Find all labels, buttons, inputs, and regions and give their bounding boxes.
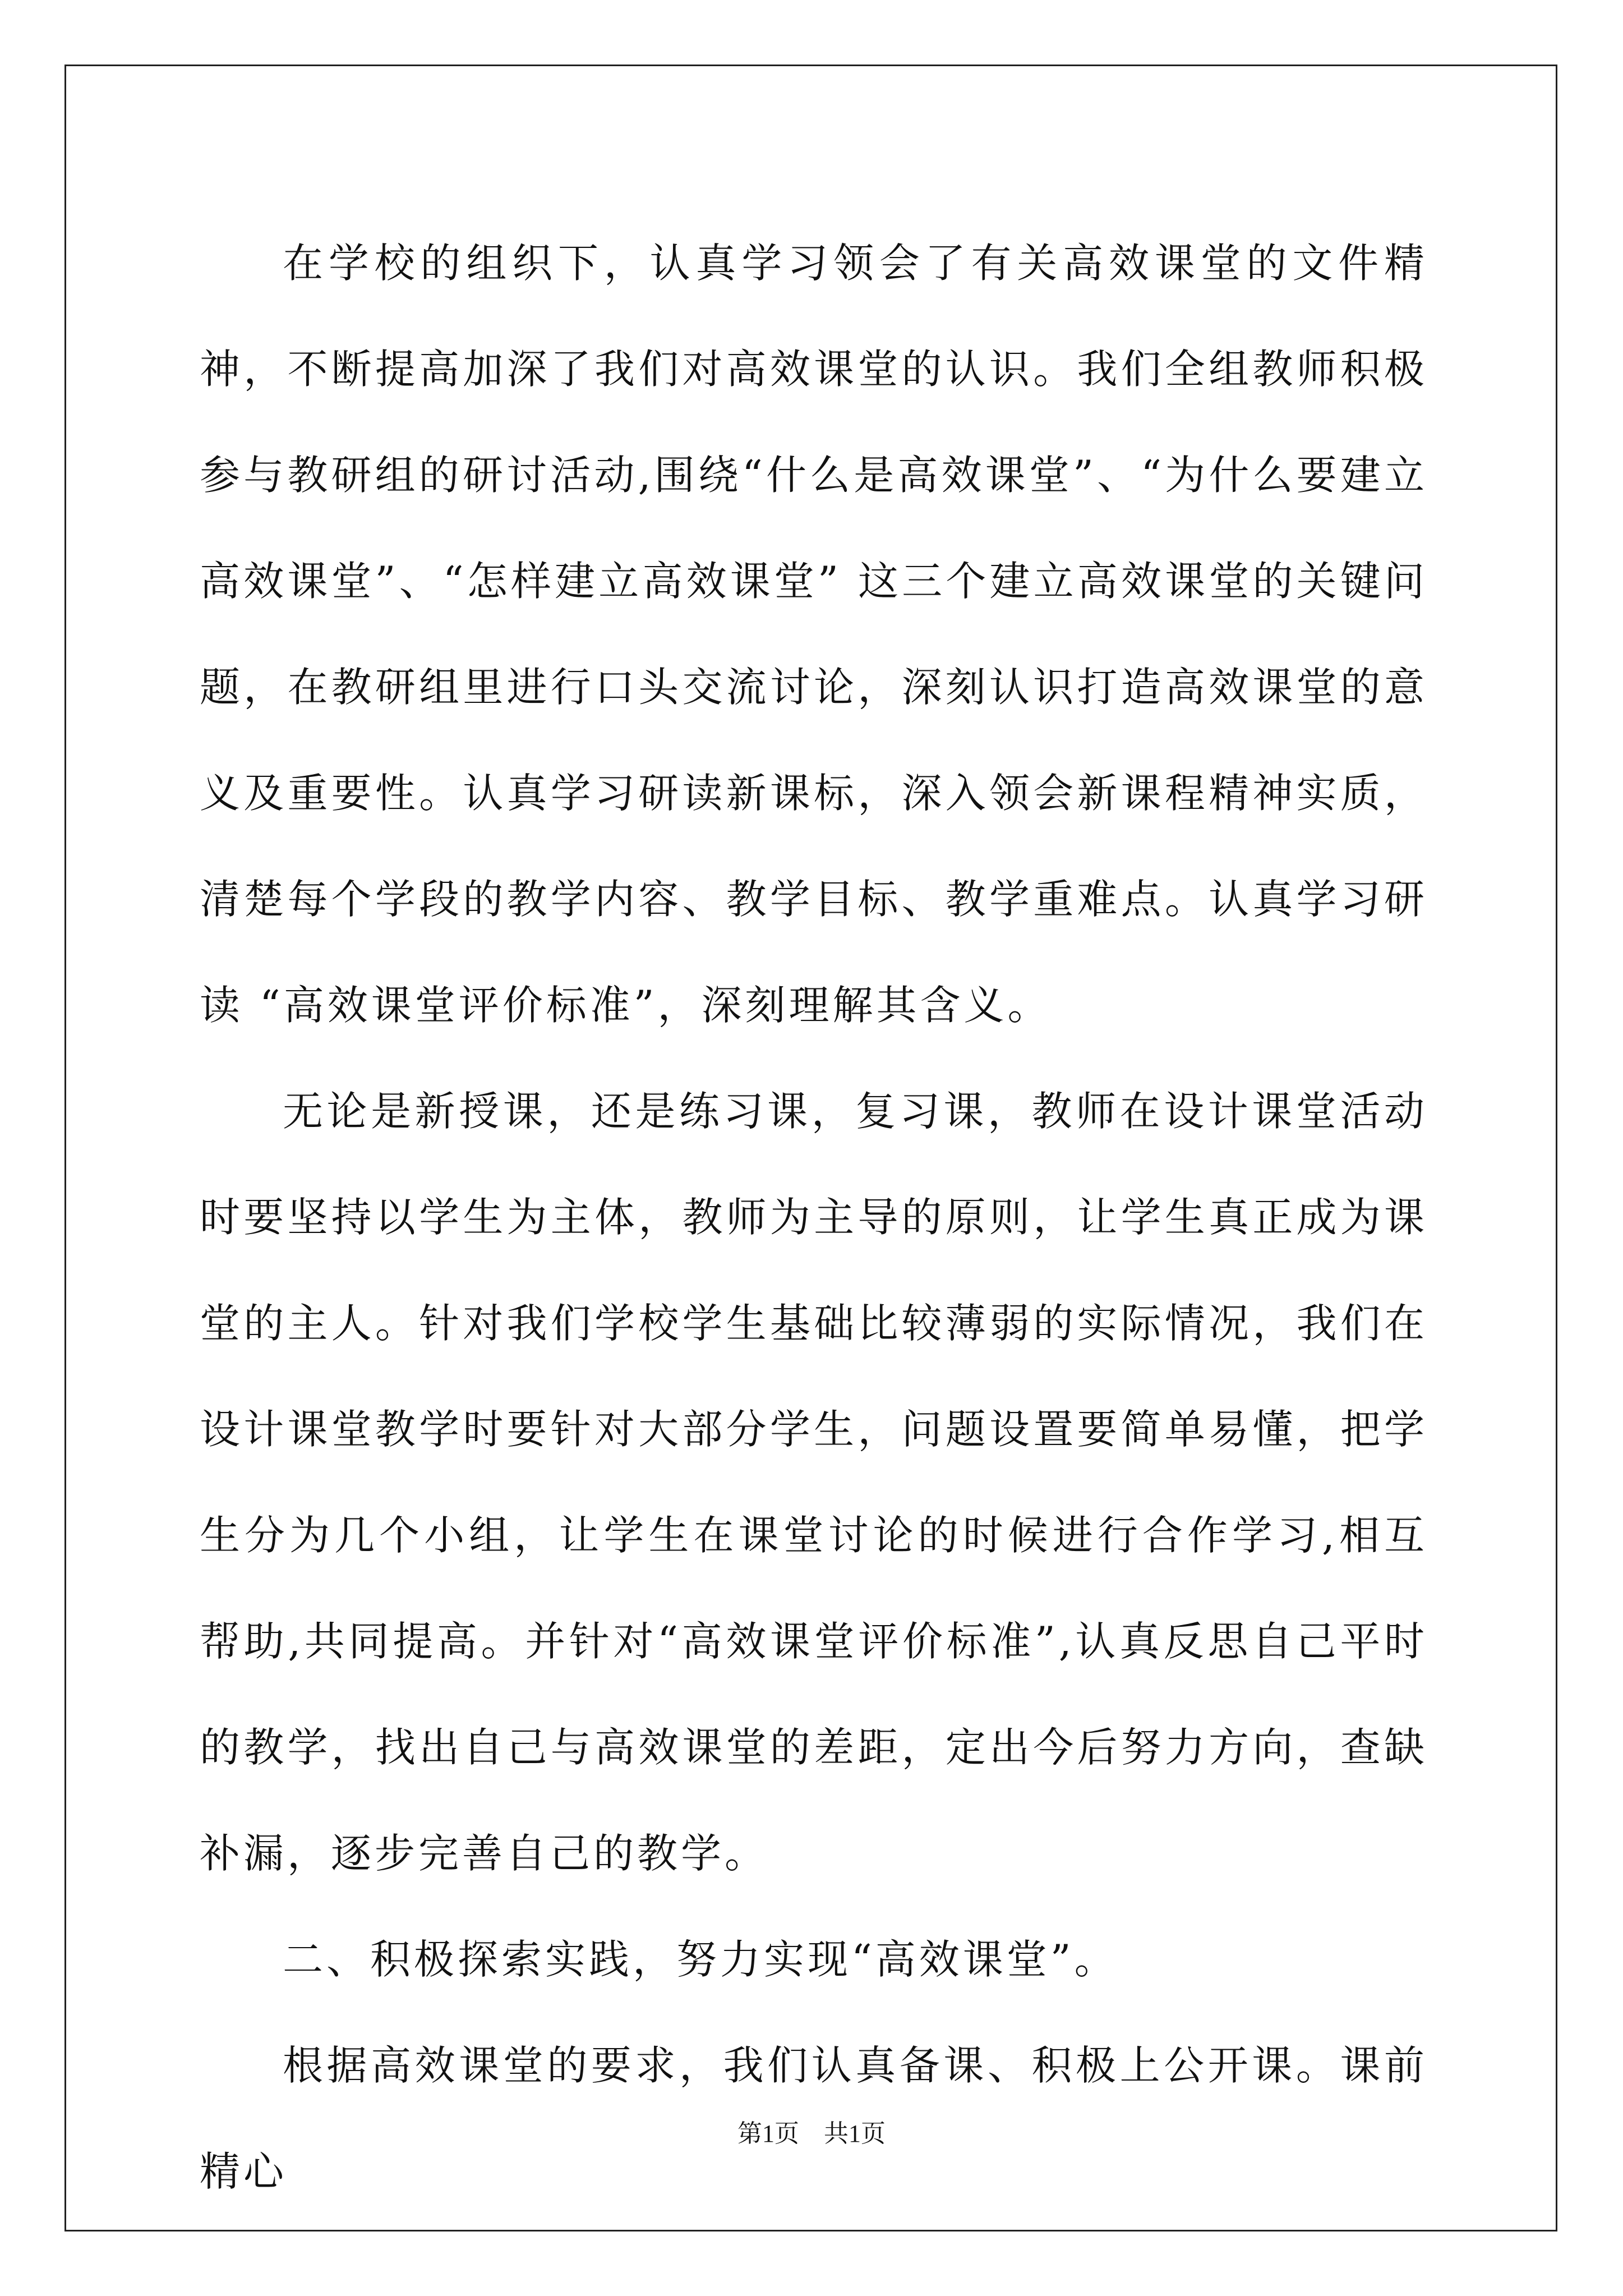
- document-body: [200, 210, 1428, 2225]
- paragraph-3: 根据高效课堂的要求，我们认真备课、积极上公开课。课前精心: [200, 2042, 1428, 2195]
- paragraph-1: 在学校的组织下，认真学习领会了有关高效课堂的文件精神，不断提高加深了我们对高效课堂的认识。我们全组教师积极参与教研组的研讨活动,围绕“什么是高效课堂”、“为什么要建立高效课堂”、“怎样建立高效课堂” 这三个建立高效课堂的关键问题，在教研组里进行口头交流讨论，深刻认识打造高效课堂的意义及重要性。认真学习研读新课标，深入领会新课程精神实质，清楚每个学段的教学内容、教学目标、教学重难点。认真学习研读 “高效课堂评价标准”，深刻理解其含义。: [200, 240, 1428, 1029]
- page-footer: [0, 2117, 1623, 2151]
- page-number: 第1页: [737, 2120, 799, 2147]
- page-total: 共1页: [824, 2120, 886, 2147]
- paragraph-2: 无论是新授课，还是练习课，复习课，教师在设计课堂活动时要坚持以学生为主体，教师为主导的原则，让学生真正成为课堂的主人。针对我们学校学生基础比较薄弱的实际情况，我们在设计课堂教学时要针对大部分学生，问题设置要简单易懂，把学生分为几个小组，让学生在课堂讨论的时候进行合作学习,相互帮助,共同提高。并针对“高效课堂评价标准”,认真反思自己平时的教学，找出自己与高效课堂的差距，定出今后努力方向，查缺补漏，逐步完善自己的教学。: [200, 1088, 1428, 1877]
- section-heading: 二、积极探索实践，努力实现“高效课堂”。: [283, 1936, 1118, 1983]
